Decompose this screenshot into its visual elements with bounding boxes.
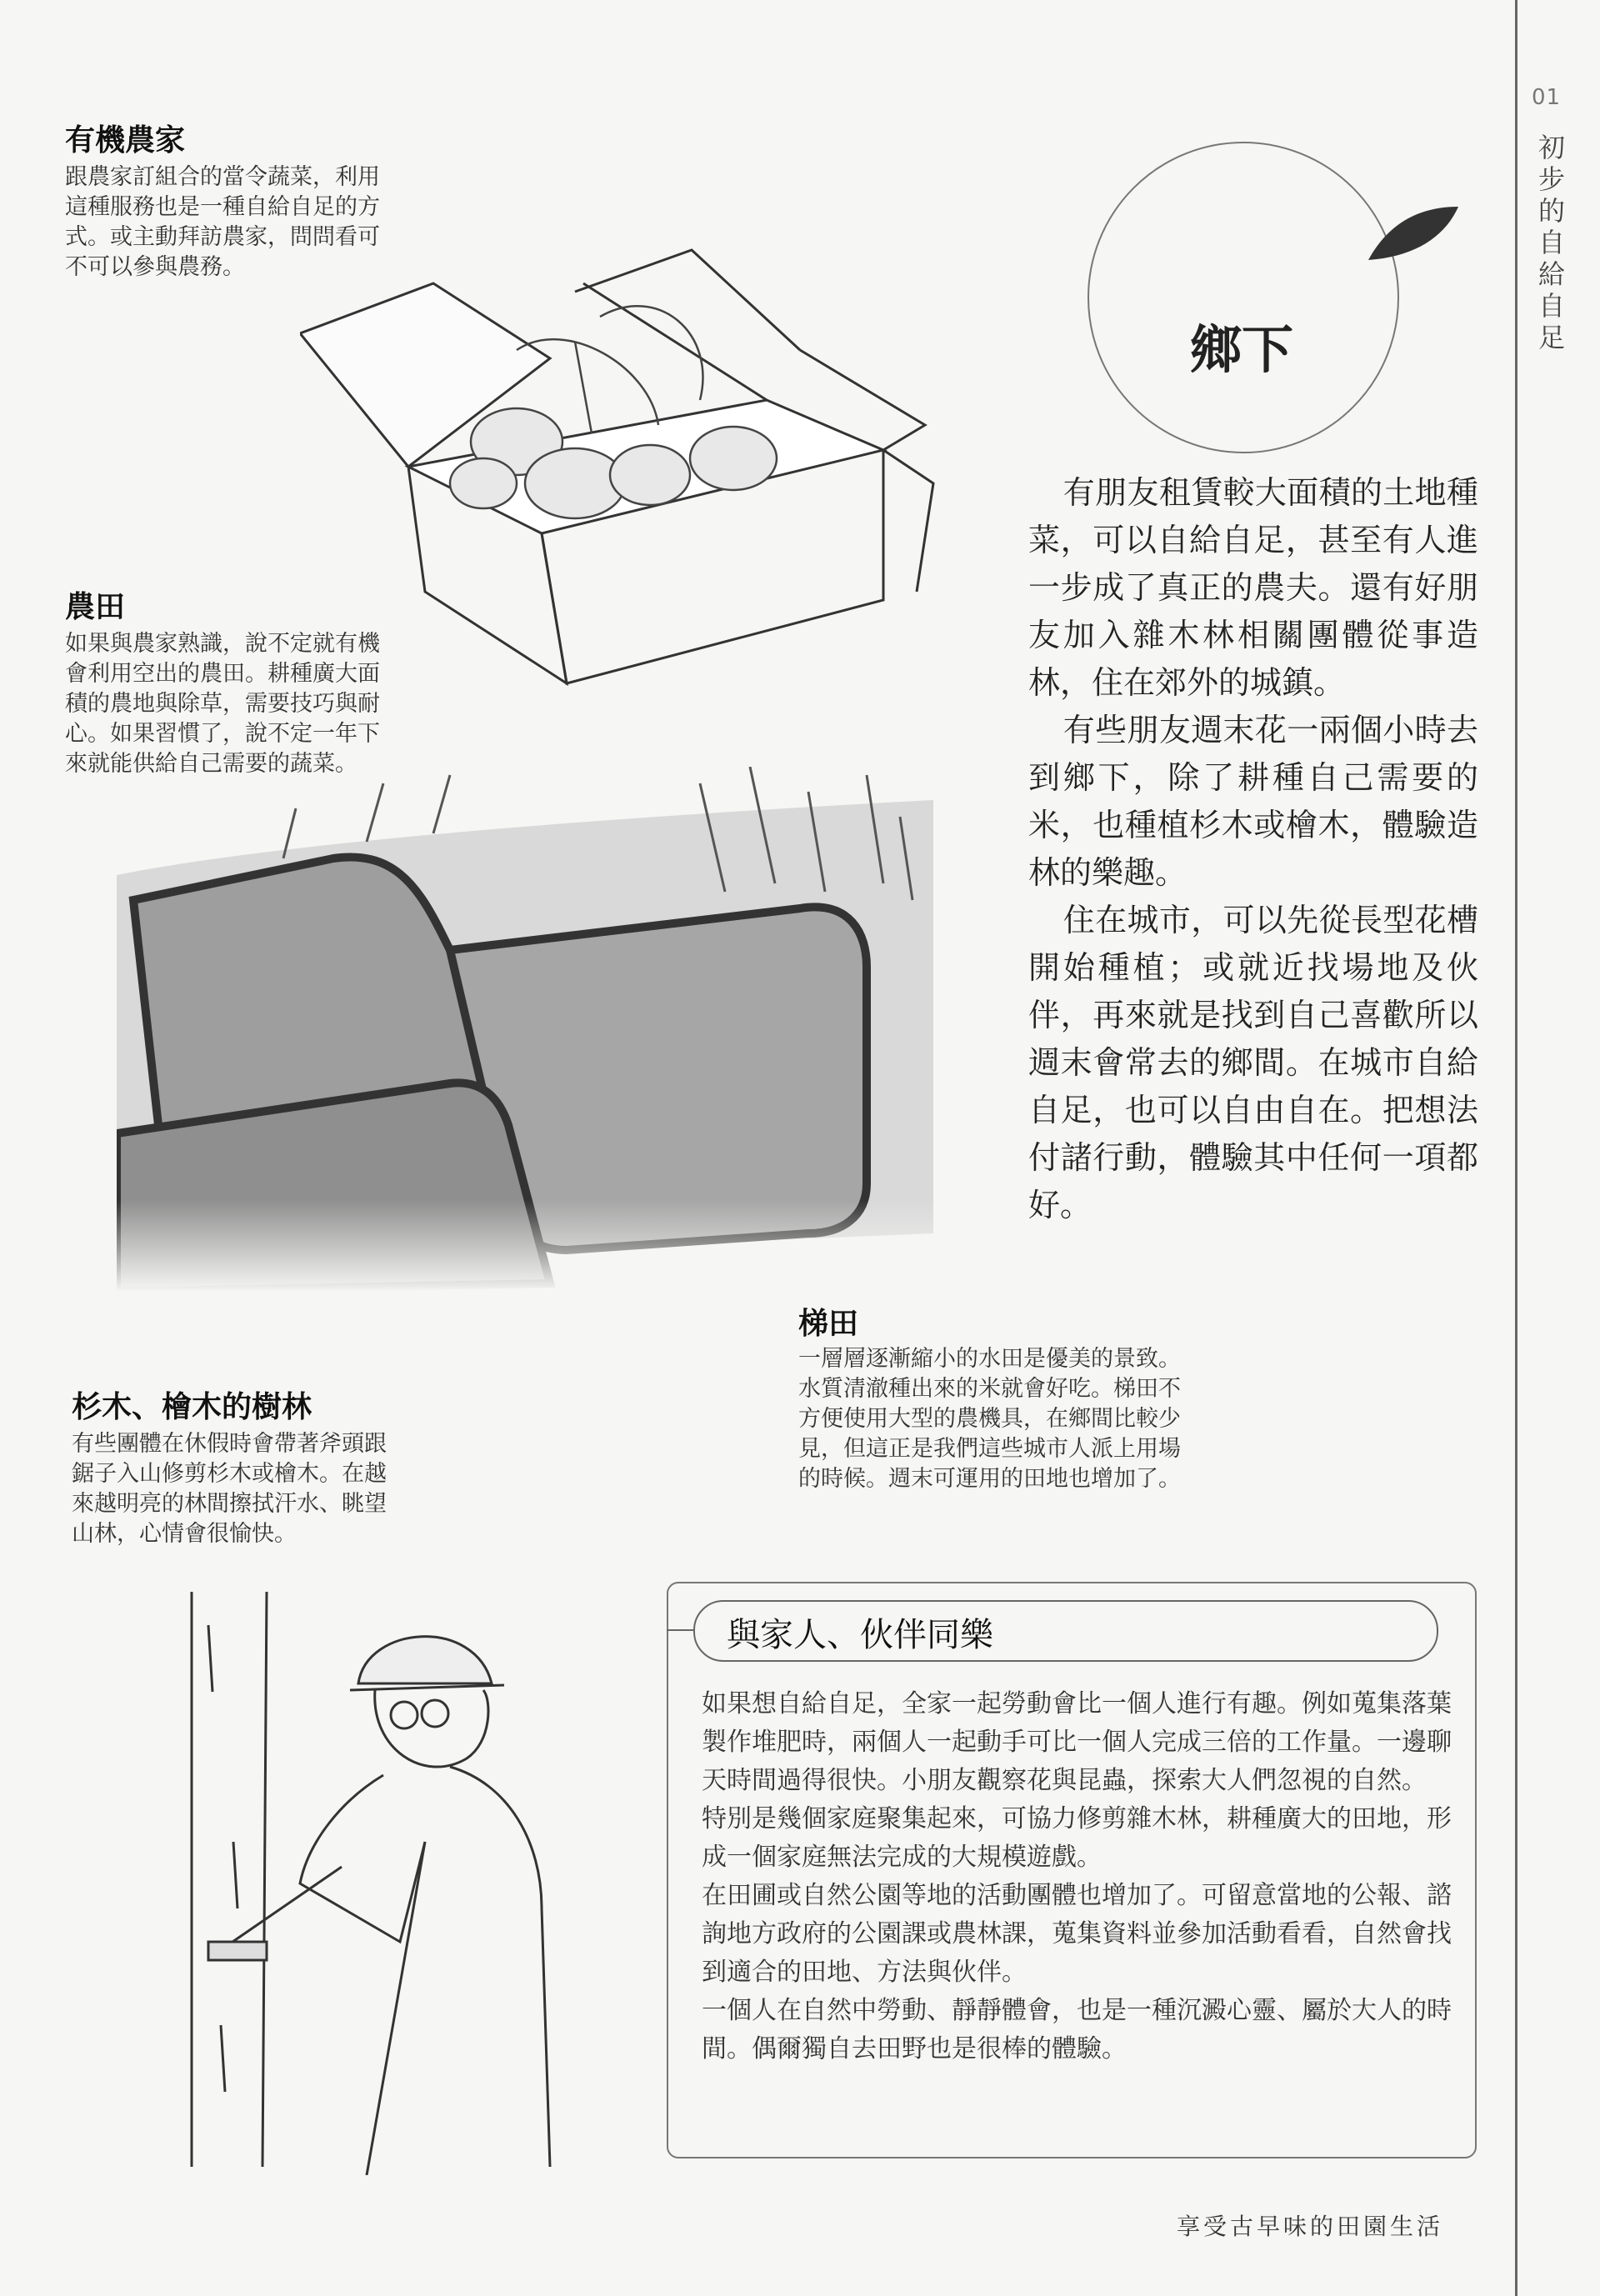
caption-line: 會利用空出的農田。耕種廣大面 (65, 661, 380, 687)
body-paragraph: 有朋友租賃較大面積的土地種菜，可以自給自足，甚至有人進一步成了真正的農夫。還有好朋友加入雜木林相關團體從事造林，住在郊外的城鎮。 (1028, 474, 1478, 701)
caption-title: 梯田 (798, 1306, 859, 1341)
box-paragraph: 特別是幾個家庭聚集起來，可協力修剪雜木林，耕種廣大的田地，形成一個家庭無法完成的大規模遊戲。 (702, 1804, 1452, 1872)
caption-line: 如果與農家熟識，說不定就有機 (65, 631, 380, 657)
caption-terrace (798, 1300, 1265, 1494)
caption-line: 見，但這正是我們這些城市人派上用場 (798, 1436, 1181, 1462)
caption-line: 來越明亮的林間擦拭汗水、眺望 (72, 1491, 387, 1517)
section-title: 鄉下 (1189, 319, 1293, 380)
box-title: 與家人、伙伴同樂 (727, 1616, 993, 1654)
caption-line: 跟農家訂組合的當令蔬菜，利用 (65, 164, 380, 190)
chapter-number: 01 (1532, 85, 1562, 110)
box-heading-rule (667, 1629, 695, 1631)
rice-terrace-illustration (117, 767, 933, 1292)
caption-body (798, 1344, 1265, 1494)
caption-title: 農田 (65, 589, 126, 624)
box-paragraph: 如果想自給自足，全家一起勞動會比一個人進行有趣。例如蒐集落葉製作堆肥時，兩個人一起動手可比一個人完成三倍的工作量。一邊聊天時間過得很快。小朋友觀察花與昆蟲，探索大人們忽視的自然。 (702, 1689, 1452, 1795)
caption-line: 不可以參與農務。 (65, 254, 245, 280)
caption-line: 山林，心情會很愉快。 (72, 1521, 297, 1547)
caption-line: 式。或主動拜訪農家，問問看可 (65, 224, 380, 250)
box-body (702, 1685, 1452, 2068)
body-paragraph: 住在城市，可以先從長型花槽開始種植；或就近找場地及伙伴，再來就是找到自己喜歡所以週末會常去的鄉間。在城市自給自足，也可以自由自在。把想法付諸行動，體驗其中任何一項都好。 (1028, 902, 1478, 1223)
caption-line: 來就能供給自己需要的蔬菜。 (65, 751, 358, 777)
box-paragraph: 一個人在自然中勞動、靜靜體會，也是一種沉澱心靈、屬於大人的時間。偶爾獨自去田野也是很棒的體驗。 (702, 1996, 1452, 2063)
caption-line: 方便使用大型的農機具，在鄉間比較少 (798, 1406, 1181, 1432)
caption-line: 的時候。週末可運用的田地也增加了。 (798, 1466, 1181, 1492)
chapter-divider (1515, 0, 1518, 2296)
caption-line: 這種服務也是一種自給自足的方 (65, 194, 380, 220)
caption-line: 一層層逐漸縮小的水田是優美的景致。 (798, 1346, 1181, 1372)
caption-line: 積的農地與除草，需要技巧與耐 (65, 691, 380, 717)
person-pruning-illustration (175, 1592, 642, 2175)
caption-line: 有些團體在休假時會帶著斧頭跟 (72, 1431, 387, 1457)
caption-line: 鋸子入山修剪杉木或檜木。在越 (72, 1461, 387, 1487)
running-footer: 享受古早味的田園生活 (1177, 2213, 1444, 2240)
caption-forest (72, 1383, 455, 1549)
section-heading-circle (1088, 142, 1399, 453)
box-paragraph: 在田圃或自然公園等地的活動團體也增加了。可留意當地的公報、諮詢地方政府的公園課或農林課，蒐集資料並參加活動看看，自然會找到適合的田地、方法與伙伴。 (702, 1881, 1452, 1987)
caption-field (65, 583, 448, 779)
caption-title: 有機農家 (65, 123, 186, 158)
chapter-title: 初步的自給自足 (1538, 132, 1566, 353)
caption-body (72, 1429, 455, 1549)
section-body (1028, 469, 1478, 1229)
caption-title: 杉木、檜木的樹林 (72, 1389, 312, 1424)
caption-line: 心。如果習慣了，說不定一年下 (65, 721, 380, 747)
caption-body (65, 629, 448, 779)
caption-line: 水質清澈種出來的米就會好吃。梯田不 (798, 1376, 1181, 1402)
leaf-icon (1365, 203, 1462, 263)
body-paragraph: 有些朋友週末花一兩個小時去到鄉下，除了耕種自己需要的米，也種植杉木或檜木，體驗造林的樂趣。 (1028, 712, 1478, 891)
